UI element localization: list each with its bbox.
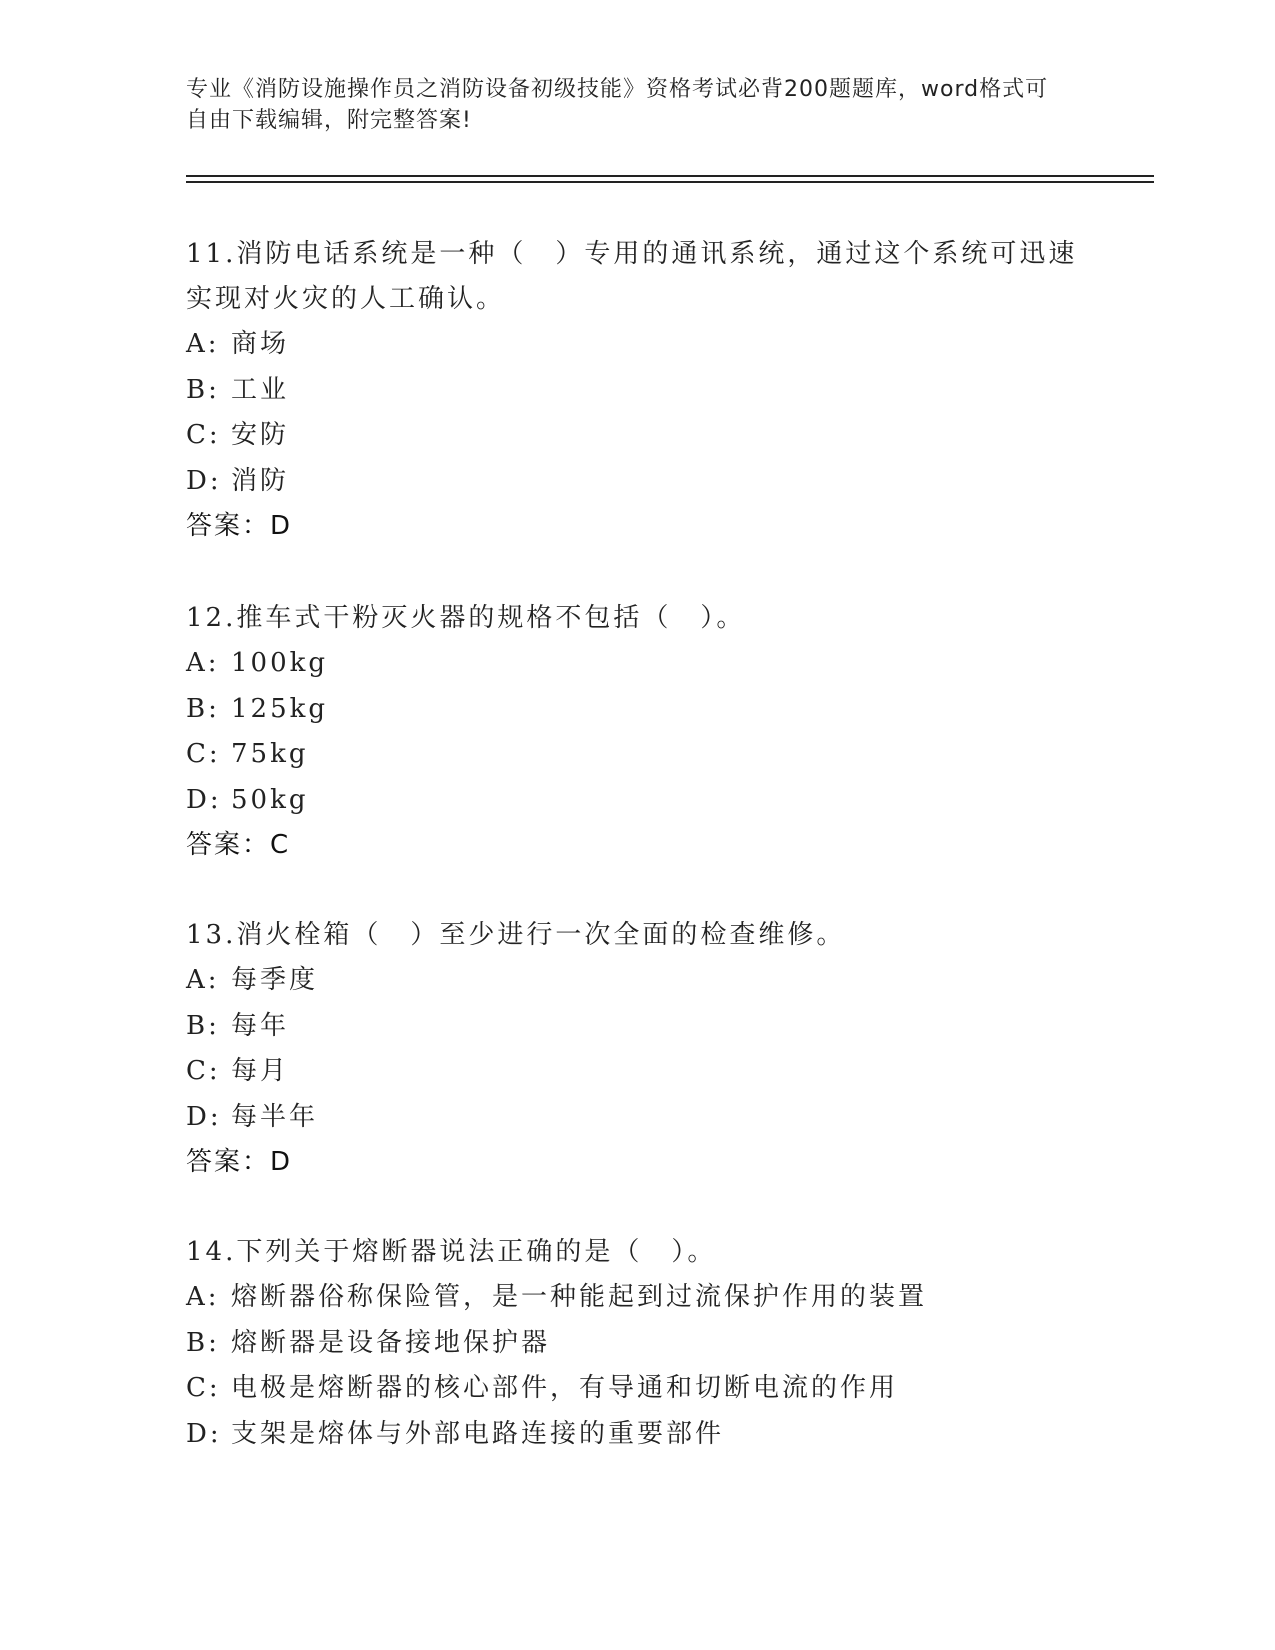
option-text: 50kg [231, 784, 309, 815]
option-text: 熔断器是设备接地保护器 [231, 1327, 551, 1358]
option-key: D: [186, 1418, 222, 1449]
option-key: C: [186, 739, 221, 769]
page-header: 专业《消防设施操作员之消防设备初级技能》资格考试必背200题题库，word格式可自由下载编辑，附完整答案! [186, 77, 1049, 133]
option-c [186, 413, 1086, 459]
option-text: 每年 [231, 1010, 290, 1041]
option-key: B: [186, 1010, 220, 1041]
option-text: 100kg [231, 648, 329, 678]
option-d [186, 1412, 1086, 1458]
question-stem: 13.消火栓箱（ ）至少进行一次全面的检查维修。 [186, 920, 846, 950]
option-b [186, 1004, 1086, 1050]
option-c [186, 732, 1086, 778]
answer-line: 答案：D [186, 1147, 293, 1177]
option-text: 消防 [231, 465, 290, 496]
option-text: 电极是熔断器的核心部件，有导通和切断电流的作用 [231, 1373, 899, 1403]
option-key: D: [186, 784, 222, 815]
option-text: 工业 [231, 374, 290, 405]
option-text: 每季度 [231, 965, 319, 995]
option-key: C: [186, 1056, 221, 1086]
question-stem: 14.下列关于熔断器说法正确的是（ ）。 [186, 1237, 717, 1267]
option-key: A: [186, 329, 220, 359]
option-key: C: [186, 420, 221, 450]
option-key: B: [186, 374, 220, 405]
option-text: 每月 [231, 1056, 290, 1086]
option-d [186, 778, 1086, 824]
question-stem: 12.推车式干粉灭火器的规格不包括（ ）。 [186, 603, 746, 633]
option-c [186, 1049, 1086, 1095]
option-text: 每半年 [231, 1101, 319, 1132]
answer-line: 答案：D [186, 511, 293, 541]
option-text: 安防 [231, 420, 290, 450]
option-key: A: [186, 648, 220, 678]
option-text: 商场 [231, 329, 290, 359]
option-a [186, 322, 1086, 368]
option-key: B: [186, 693, 220, 724]
header-divider-top [186, 175, 1154, 177]
option-a [186, 1275, 1086, 1321]
question-12 [186, 596, 1086, 868]
option-b [186, 1321, 1086, 1367]
option-key: B: [186, 1327, 220, 1358]
option-text: 熔断器俗称保险管，是一种能起到过流保护作用的装置 [231, 1282, 928, 1312]
option-d [186, 459, 1086, 505]
option-text: 125kg [231, 693, 329, 724]
option-b [186, 687, 1086, 733]
question-14 [186, 1230, 1086, 1457]
option-key: D: [186, 465, 222, 496]
question-11 [186, 232, 1086, 549]
option-text: 75kg [231, 739, 309, 769]
option-a [186, 958, 1086, 1004]
option-key: A: [186, 965, 220, 995]
question-13 [186, 913, 1086, 1185]
option-text: 支架是熔体与外部电路连接的重要部件 [231, 1418, 725, 1449]
answer-line: 答案：C [186, 830, 291, 860]
option-key: D: [186, 1101, 222, 1132]
option-key: C: [186, 1373, 221, 1403]
option-d [186, 1095, 1086, 1141]
option-key: A: [186, 1282, 220, 1312]
header-divider-bottom [186, 181, 1154, 183]
option-b [186, 368, 1086, 414]
option-c [186, 1366, 1086, 1412]
option-a [186, 641, 1086, 687]
question-stem: 11.消防电话系统是一种（ ）专用的通讯系统，通过这个系统可迅速实现对火灾的人工确认。 [186, 239, 1078, 314]
